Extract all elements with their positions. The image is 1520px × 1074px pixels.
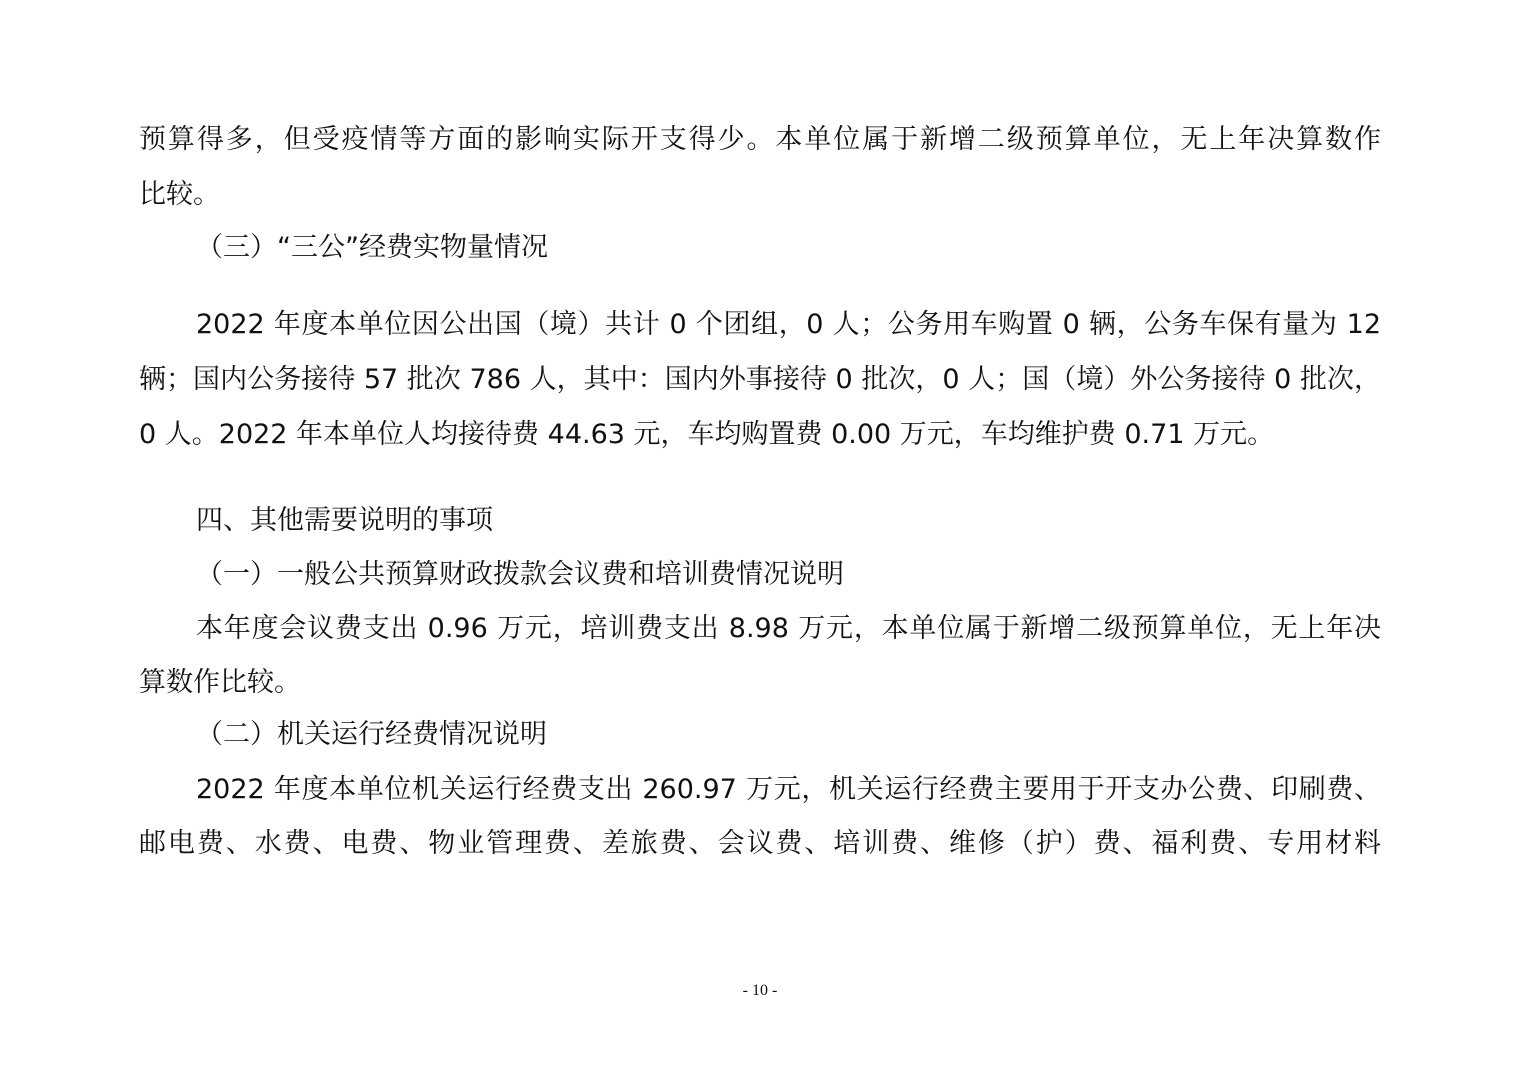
paragraph-line: 邮电费、水费、电费、物业管理费、差旅费、会议费、培训费、维修（护）费、福利费、专用材料 <box>139 828 1381 859</box>
paragraph-line: 0 人。2022 年本单位人均接待费 44.63 元，车均购置费 0.00 万元，车均维护费 0.71 万元。 <box>139 419 1275 450</box>
section-heading: （三）“三公”经费实物量情况 <box>196 232 548 263</box>
section-heading: （一）一般公共预算财政拨款会议费和培训费情况说明 <box>196 559 844 590</box>
paragraph-line: 本年度会议费支出 0.96 万元，培训费支出 8.98 万元，本单位属于新增二级预算单位，无上年决 <box>196 613 1381 644</box>
page-number: - 10 - <box>742 982 778 999</box>
paragraph-line: 辆；国内公务接待 57 批次 786 人，其中：国内外事接待 0 批次，0 人；国（境）外公务接待 0 批次， <box>139 364 1381 395</box>
paragraph-line: 2022 年度本单位机关运行经费支出 260.97 万元，机关运行经费主要用于开支办公费、印刷费、 <box>196 774 1381 805</box>
paragraph-line: 预算得多，但受疫情等方面的影响实际开支得少。本单位属于新增二级预算单位，无上年决算数作 <box>139 124 1381 155</box>
paragraph-line: 比较。 <box>139 179 220 210</box>
paragraph-line: 2022 年度本单位因公出国（境）共计 0 个团组，0 人；公务用车购置 0 辆，公务车保有量为 12 <box>196 309 1381 340</box>
section-heading: （二）机关运行经费情况说明 <box>196 719 547 750</box>
paragraph-line: 算数作比较。 <box>139 667 301 698</box>
section-heading: 四、其他需要说明的事项 <box>196 505 493 536</box>
